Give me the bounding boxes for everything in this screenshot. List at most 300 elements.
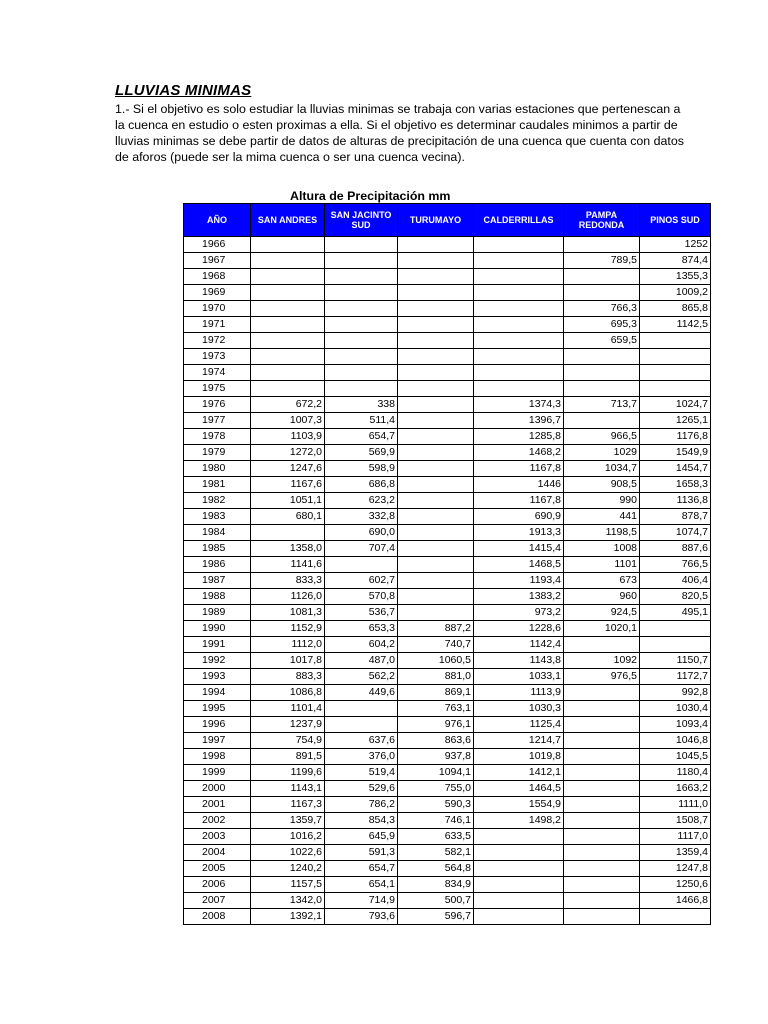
table-row: [184, 285, 711, 301]
value-cell: 1111,0: [640, 797, 711, 813]
value-cell: [564, 781, 640, 797]
table-row: [184, 493, 711, 509]
value-cell: 713,7: [564, 397, 640, 413]
value-cell: [398, 397, 474, 413]
value-cell: [325, 301, 398, 317]
value-cell: 766,5: [640, 557, 711, 573]
table-row: [184, 253, 711, 269]
value-cell: [251, 269, 325, 285]
value-cell: 602,7: [325, 573, 398, 589]
value-cell: 891,5: [251, 749, 325, 765]
value-cell: 1030,3: [474, 701, 564, 717]
value-cell: [251, 525, 325, 541]
value-cell: [564, 701, 640, 717]
value-cell: 596,7: [398, 909, 474, 925]
year-cell: 2001: [184, 797, 251, 813]
table-row: [184, 461, 711, 477]
value-cell: [325, 381, 398, 397]
value-cell: 1033,1: [474, 669, 564, 685]
year-cell: 1993: [184, 669, 251, 685]
value-cell: 887,6: [640, 541, 711, 557]
column-header: TURUMAYO: [398, 204, 474, 237]
value-cell: [640, 365, 711, 381]
value-cell: 1415,4: [474, 541, 564, 557]
value-cell: 690,0: [325, 525, 398, 541]
value-cell: [564, 861, 640, 877]
value-cell: 1016,2: [251, 829, 325, 845]
value-cell: 653,3: [325, 621, 398, 637]
value-cell: [564, 237, 640, 253]
table-row: [184, 397, 711, 413]
table-row: [184, 685, 711, 701]
value-cell: 695,3: [564, 317, 640, 333]
value-cell: 746,1: [398, 813, 474, 829]
value-cell: 590,3: [398, 797, 474, 813]
value-cell: 1913,3: [474, 525, 564, 541]
value-cell: 887,2: [398, 621, 474, 637]
value-cell: 883,3: [251, 669, 325, 685]
value-cell: [564, 349, 640, 365]
year-cell: 1999: [184, 765, 251, 781]
value-cell: 659,5: [564, 333, 640, 349]
value-cell: 376,0: [325, 749, 398, 765]
value-cell: 645,9: [325, 829, 398, 845]
value-cell: 1092: [564, 653, 640, 669]
value-cell: 1125,4: [474, 717, 564, 733]
column-header: SAN JACINTO SUD: [325, 204, 398, 237]
table-header-row: [184, 204, 711, 237]
year-cell: 1986: [184, 557, 251, 573]
value-cell: [398, 333, 474, 349]
value-cell: 1136,8: [640, 493, 711, 509]
value-cell: 1464,5: [474, 781, 564, 797]
intro-line: la cuenca en estudio o esten proximas a ella. Si el objetivo es determinar caudales minimos a partir de: [115, 118, 678, 132]
year-cell: 1988: [184, 589, 251, 605]
value-cell: 604,2: [325, 637, 398, 653]
value-cell: [398, 285, 474, 301]
value-cell: 1167,6: [251, 477, 325, 493]
value-cell: [251, 285, 325, 301]
table-row: [184, 301, 711, 317]
year-cell: 1973: [184, 349, 251, 365]
year-cell: 1980: [184, 461, 251, 477]
value-cell: 1141,6: [251, 557, 325, 573]
value-cell: 1142,4: [474, 637, 564, 653]
value-cell: [564, 637, 640, 653]
year-cell: 1998: [184, 749, 251, 765]
value-cell: 1101,4: [251, 701, 325, 717]
value-cell: [325, 253, 398, 269]
value-cell: [474, 349, 564, 365]
value-cell: 1034,7: [564, 461, 640, 477]
document-title: LLUVIAS MINIMAS: [115, 82, 252, 99]
value-cell: [398, 557, 474, 573]
year-cell: 2005: [184, 861, 251, 877]
value-cell: [564, 269, 640, 285]
table-row: [184, 525, 711, 541]
table-row: [184, 365, 711, 381]
year-cell: 1972: [184, 333, 251, 349]
value-cell: 1198,5: [564, 525, 640, 541]
value-cell: [474, 237, 564, 253]
year-cell: 2006: [184, 877, 251, 893]
value-cell: 820,5: [640, 589, 711, 605]
value-cell: [474, 381, 564, 397]
year-cell: 1966: [184, 237, 251, 253]
value-cell: [564, 877, 640, 893]
value-cell: 1252: [640, 237, 711, 253]
year-cell: 1969: [184, 285, 251, 301]
value-cell: 1383,2: [474, 589, 564, 605]
value-cell: 878,7: [640, 509, 711, 525]
value-cell: 1142,5: [640, 317, 711, 333]
value-cell: 1355,3: [640, 269, 711, 285]
value-cell: [325, 717, 398, 733]
value-cell: 690,9: [474, 509, 564, 525]
value-cell: [398, 461, 474, 477]
value-cell: 529,6: [325, 781, 398, 797]
table-row: [184, 797, 711, 813]
table-row: [184, 861, 711, 877]
year-cell: 1970: [184, 301, 251, 317]
value-cell: 924,5: [564, 605, 640, 621]
value-cell: 536,7: [325, 605, 398, 621]
value-cell: [251, 349, 325, 365]
table-row: [184, 877, 711, 893]
year-cell: 1981: [184, 477, 251, 493]
value-cell: 1228,6: [474, 621, 564, 637]
value-cell: 441: [564, 509, 640, 525]
year-cell: 1989: [184, 605, 251, 621]
value-cell: 633,5: [398, 829, 474, 845]
column-header: PAMPA REDONDA: [564, 204, 640, 237]
value-cell: 854,3: [325, 813, 398, 829]
value-cell: 1342,0: [251, 893, 325, 909]
table-caption: Altura de Precipitación mm: [290, 189, 451, 203]
year-cell: 2000: [184, 781, 251, 797]
table-row: [184, 701, 711, 717]
value-cell: 686,8: [325, 477, 398, 493]
table-row: [184, 765, 711, 781]
intro-line: 1.- Si el objetivo es solo estudiar la lluvias minimas se trabaja con varias estaciones que pertenescan a: [115, 102, 681, 116]
value-cell: 1199,6: [251, 765, 325, 781]
value-cell: 1093,4: [640, 717, 711, 733]
value-cell: 1240,2: [251, 861, 325, 877]
value-cell: [251, 333, 325, 349]
value-cell: 1498,2: [474, 813, 564, 829]
value-cell: 976,5: [564, 669, 640, 685]
table-row: [184, 413, 711, 429]
table-row: [184, 333, 711, 349]
table-row: [184, 317, 711, 333]
value-cell: 332,8: [325, 509, 398, 525]
year-cell: 2002: [184, 813, 251, 829]
value-cell: [398, 269, 474, 285]
table-row: [184, 557, 711, 573]
value-cell: [325, 701, 398, 717]
value-cell: 500,7: [398, 893, 474, 909]
value-cell: 793,6: [325, 909, 398, 925]
value-cell: 623,2: [325, 493, 398, 509]
value-cell: [398, 509, 474, 525]
value-cell: 1117,0: [640, 829, 711, 845]
value-cell: 1180,4: [640, 765, 711, 781]
column-header: PINOS SUD: [640, 204, 711, 237]
value-cell: 966,5: [564, 429, 640, 445]
year-cell: 1983: [184, 509, 251, 525]
value-cell: 1250,6: [640, 877, 711, 893]
value-cell: 1508,7: [640, 813, 711, 829]
value-cell: 1554,9: [474, 797, 564, 813]
year-cell: 1984: [184, 525, 251, 541]
table-row: [184, 733, 711, 749]
value-cell: [251, 381, 325, 397]
value-cell: 990: [564, 493, 640, 509]
value-cell: [640, 909, 711, 925]
year-cell: 1990: [184, 621, 251, 637]
value-cell: [325, 269, 398, 285]
value-cell: [474, 909, 564, 925]
value-cell: 1020,1: [564, 621, 640, 637]
value-cell: 519,4: [325, 765, 398, 781]
value-cell: 833,3: [251, 573, 325, 589]
value-cell: [474, 861, 564, 877]
value-cell: [398, 605, 474, 621]
value-cell: [251, 365, 325, 381]
value-cell: [640, 381, 711, 397]
year-cell: 1994: [184, 685, 251, 701]
value-cell: 672,2: [251, 397, 325, 413]
value-cell: 1008: [564, 541, 640, 557]
table-row: [184, 541, 711, 557]
value-cell: [474, 845, 564, 861]
value-cell: [564, 381, 640, 397]
value-cell: 591,3: [325, 845, 398, 861]
value-cell: 1214,7: [474, 733, 564, 749]
value-cell: [474, 253, 564, 269]
year-cell: 2007: [184, 893, 251, 909]
year-cell: 1995: [184, 701, 251, 717]
value-cell: [325, 365, 398, 381]
value-cell: [251, 237, 325, 253]
intro-line: lluvias minimas se debe partir de datos de alturas de precipitación de una cuenca que cuenta con datos: [115, 134, 684, 148]
value-cell: 637,6: [325, 733, 398, 749]
value-cell: [325, 285, 398, 301]
value-cell: [398, 493, 474, 509]
value-cell: 1051,1: [251, 493, 325, 509]
value-cell: [474, 893, 564, 909]
value-cell: 1374,3: [474, 397, 564, 413]
value-cell: [640, 621, 711, 637]
value-cell: 1285,8: [474, 429, 564, 445]
value-cell: 865,8: [640, 301, 711, 317]
value-cell: 1359,7: [251, 813, 325, 829]
table-row: [184, 781, 711, 797]
column-header: CALDERRILLAS: [474, 204, 564, 237]
value-cell: [564, 285, 640, 301]
value-cell: 1009,2: [640, 285, 711, 301]
value-cell: 1143,1: [251, 781, 325, 797]
value-cell: 487,0: [325, 653, 398, 669]
intro-line: de aforos (puede ser la mima cuenca o ser una cuenca vecina).: [115, 150, 465, 164]
year-cell: 1978: [184, 429, 251, 445]
table-row: [184, 381, 711, 397]
value-cell: 1167,3: [251, 797, 325, 813]
value-cell: 1060,5: [398, 653, 474, 669]
value-cell: 1017,8: [251, 653, 325, 669]
value-cell: 754,9: [251, 733, 325, 749]
table-row: [184, 573, 711, 589]
year-cell: 1979: [184, 445, 251, 461]
value-cell: [398, 445, 474, 461]
year-cell: 1997: [184, 733, 251, 749]
value-cell: 1045,5: [640, 749, 711, 765]
value-cell: 1029: [564, 445, 640, 461]
year-cell: 1982: [184, 493, 251, 509]
table-row: [184, 269, 711, 285]
table-row: [184, 445, 711, 461]
value-cell: 992,8: [640, 685, 711, 701]
value-cell: 1247,8: [640, 861, 711, 877]
value-cell: 707,4: [325, 541, 398, 557]
value-cell: 1007,3: [251, 413, 325, 429]
value-cell: 1549,9: [640, 445, 711, 461]
value-cell: 511,4: [325, 413, 398, 429]
value-cell: 569,9: [325, 445, 398, 461]
value-cell: 1081,3: [251, 605, 325, 621]
value-cell: 1446: [474, 477, 564, 493]
value-cell: 1247,6: [251, 461, 325, 477]
value-cell: 1359,4: [640, 845, 711, 861]
table-row: [184, 605, 711, 621]
column-header: SAN ANDRES: [251, 204, 325, 237]
value-cell: [564, 765, 640, 781]
table-row: [184, 637, 711, 653]
value-cell: [398, 381, 474, 397]
value-cell: 973,2: [474, 605, 564, 621]
value-cell: 1468,2: [474, 445, 564, 461]
value-cell: [474, 317, 564, 333]
precipitation-table: [183, 203, 711, 925]
value-cell: [474, 301, 564, 317]
value-cell: [474, 877, 564, 893]
value-cell: [325, 333, 398, 349]
value-cell: [398, 237, 474, 253]
table-row: [184, 749, 711, 765]
value-cell: 1412,1: [474, 765, 564, 781]
value-cell: [398, 429, 474, 445]
value-cell: 1237,9: [251, 717, 325, 733]
value-cell: [251, 253, 325, 269]
value-cell: [564, 845, 640, 861]
value-cell: 654,7: [325, 861, 398, 877]
table-row: [184, 669, 711, 685]
value-cell: 1086,8: [251, 685, 325, 701]
value-cell: 1167,8: [474, 493, 564, 509]
value-cell: 937,8: [398, 749, 474, 765]
value-cell: [474, 285, 564, 301]
table-row: [184, 349, 711, 365]
value-cell: 564,8: [398, 861, 474, 877]
value-cell: 960: [564, 589, 640, 605]
value-cell: 406,4: [640, 573, 711, 589]
value-cell: 598,9: [325, 461, 398, 477]
year-cell: 1991: [184, 637, 251, 653]
value-cell: 338: [325, 397, 398, 413]
value-cell: [398, 317, 474, 333]
value-cell: [564, 717, 640, 733]
value-cell: [564, 749, 640, 765]
value-cell: [325, 237, 398, 253]
value-cell: 449,6: [325, 685, 398, 701]
year-cell: 1977: [184, 413, 251, 429]
table-row: [184, 909, 711, 925]
table-row: [184, 589, 711, 605]
value-cell: 834,9: [398, 877, 474, 893]
year-cell: 1974: [184, 365, 251, 381]
table-row: [184, 653, 711, 669]
value-cell: [251, 317, 325, 333]
value-cell: 755,0: [398, 781, 474, 797]
value-cell: [325, 557, 398, 573]
year-cell: 2003: [184, 829, 251, 845]
value-cell: 1193,4: [474, 573, 564, 589]
value-cell: [564, 909, 640, 925]
table-row: [184, 717, 711, 733]
table-row: [184, 509, 711, 525]
value-cell: 1265,1: [640, 413, 711, 429]
value-cell: [564, 365, 640, 381]
value-cell: 1103,9: [251, 429, 325, 445]
value-cell: 1176,8: [640, 429, 711, 445]
value-cell: 1157,5: [251, 877, 325, 893]
value-cell: 1074,7: [640, 525, 711, 541]
table-row: [184, 813, 711, 829]
year-cell: 1976: [184, 397, 251, 413]
value-cell: 714,9: [325, 893, 398, 909]
value-cell: 976,1: [398, 717, 474, 733]
value-cell: [640, 637, 711, 653]
value-cell: [564, 813, 640, 829]
value-cell: 570,8: [325, 589, 398, 605]
value-cell: 874,4: [640, 253, 711, 269]
table-row: [184, 429, 711, 445]
value-cell: [474, 365, 564, 381]
value-cell: [564, 413, 640, 429]
value-cell: [640, 349, 711, 365]
value-cell: 1172,7: [640, 669, 711, 685]
value-cell: 1024,7: [640, 397, 711, 413]
value-cell: 766,3: [564, 301, 640, 317]
value-cell: 1046,8: [640, 733, 711, 749]
value-cell: [474, 333, 564, 349]
value-cell: [564, 893, 640, 909]
value-cell: [398, 589, 474, 605]
year-cell: 2008: [184, 909, 251, 925]
value-cell: 1658,3: [640, 477, 711, 493]
value-cell: 1468,5: [474, 557, 564, 573]
value-cell: [398, 413, 474, 429]
value-cell: 673: [564, 573, 640, 589]
year-cell: 1992: [184, 653, 251, 669]
value-cell: 786,2: [325, 797, 398, 813]
year-cell: 1987: [184, 573, 251, 589]
value-cell: 1272,0: [251, 445, 325, 461]
value-cell: [251, 301, 325, 317]
table-row: [184, 237, 711, 253]
value-cell: 1143,8: [474, 653, 564, 669]
value-cell: [398, 301, 474, 317]
